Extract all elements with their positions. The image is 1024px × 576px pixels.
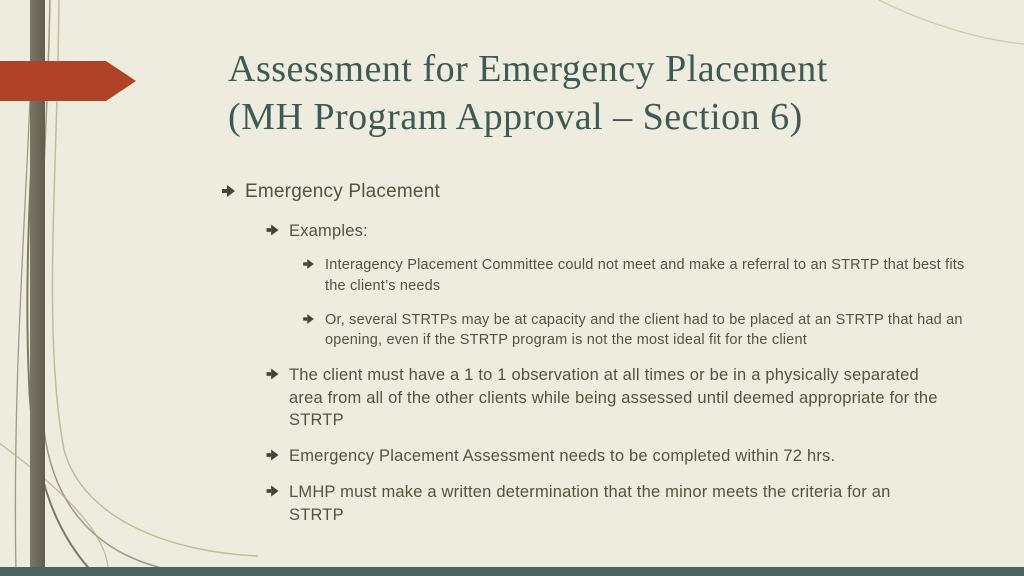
bullet-text: LMHP must make a written determination that the minor meets the criteria for an STRTP [289,482,891,524]
bullet-arrow-icon [267,485,279,496]
slide-title [228,46,998,142]
bullet-item [266,445,980,468]
bottom-accent-bar [0,567,1024,576]
bullet-item [266,481,980,527]
bullet-arrow-icon [267,368,279,379]
slide-title-line2: (MH Program Approval – Section 6) [228,95,803,138]
bullet-arrow-icon [222,185,235,197]
bullet-item [266,220,980,243]
bullet-arrow-icon [267,450,279,461]
bullet-text: Examples: [289,221,368,240]
bullet-item [266,364,980,432]
bullet-text: Emergency Placement [245,181,440,202]
bullet-arrow-icon [267,224,279,235]
bullet-text: Or, several STRTPs may be at capacity and the client had to be placed at an STRTP that had an opening, even if the STRTP program is not the most ideal fit for the client [325,311,963,349]
red-arrow-head [106,61,136,101]
bullet-arrow-icon [303,260,314,270]
bullet-item [302,255,980,296]
slide-body [220,180,980,539]
slide-title-line1: Assessment for Emergency Placement [228,48,828,90]
bullet-text: The client must have a 1 to 1 observation at all times or be in a physically separated area from all of the other clients while being assessed until deemed appropriate for the STRTP [289,365,938,430]
bullet-item [222,180,980,205]
bullet-arrow-icon [303,314,314,324]
bullet-text: Emergency Placement Assessment needs to be completed within 72 hrs. [289,447,836,466]
bullet-item [302,310,980,351]
bullet-text: Interagency Placement Committee could not meet and make a referral to an STRTP that best fits the client’s needs [325,257,965,295]
red-arrow-shaft [0,61,106,101]
